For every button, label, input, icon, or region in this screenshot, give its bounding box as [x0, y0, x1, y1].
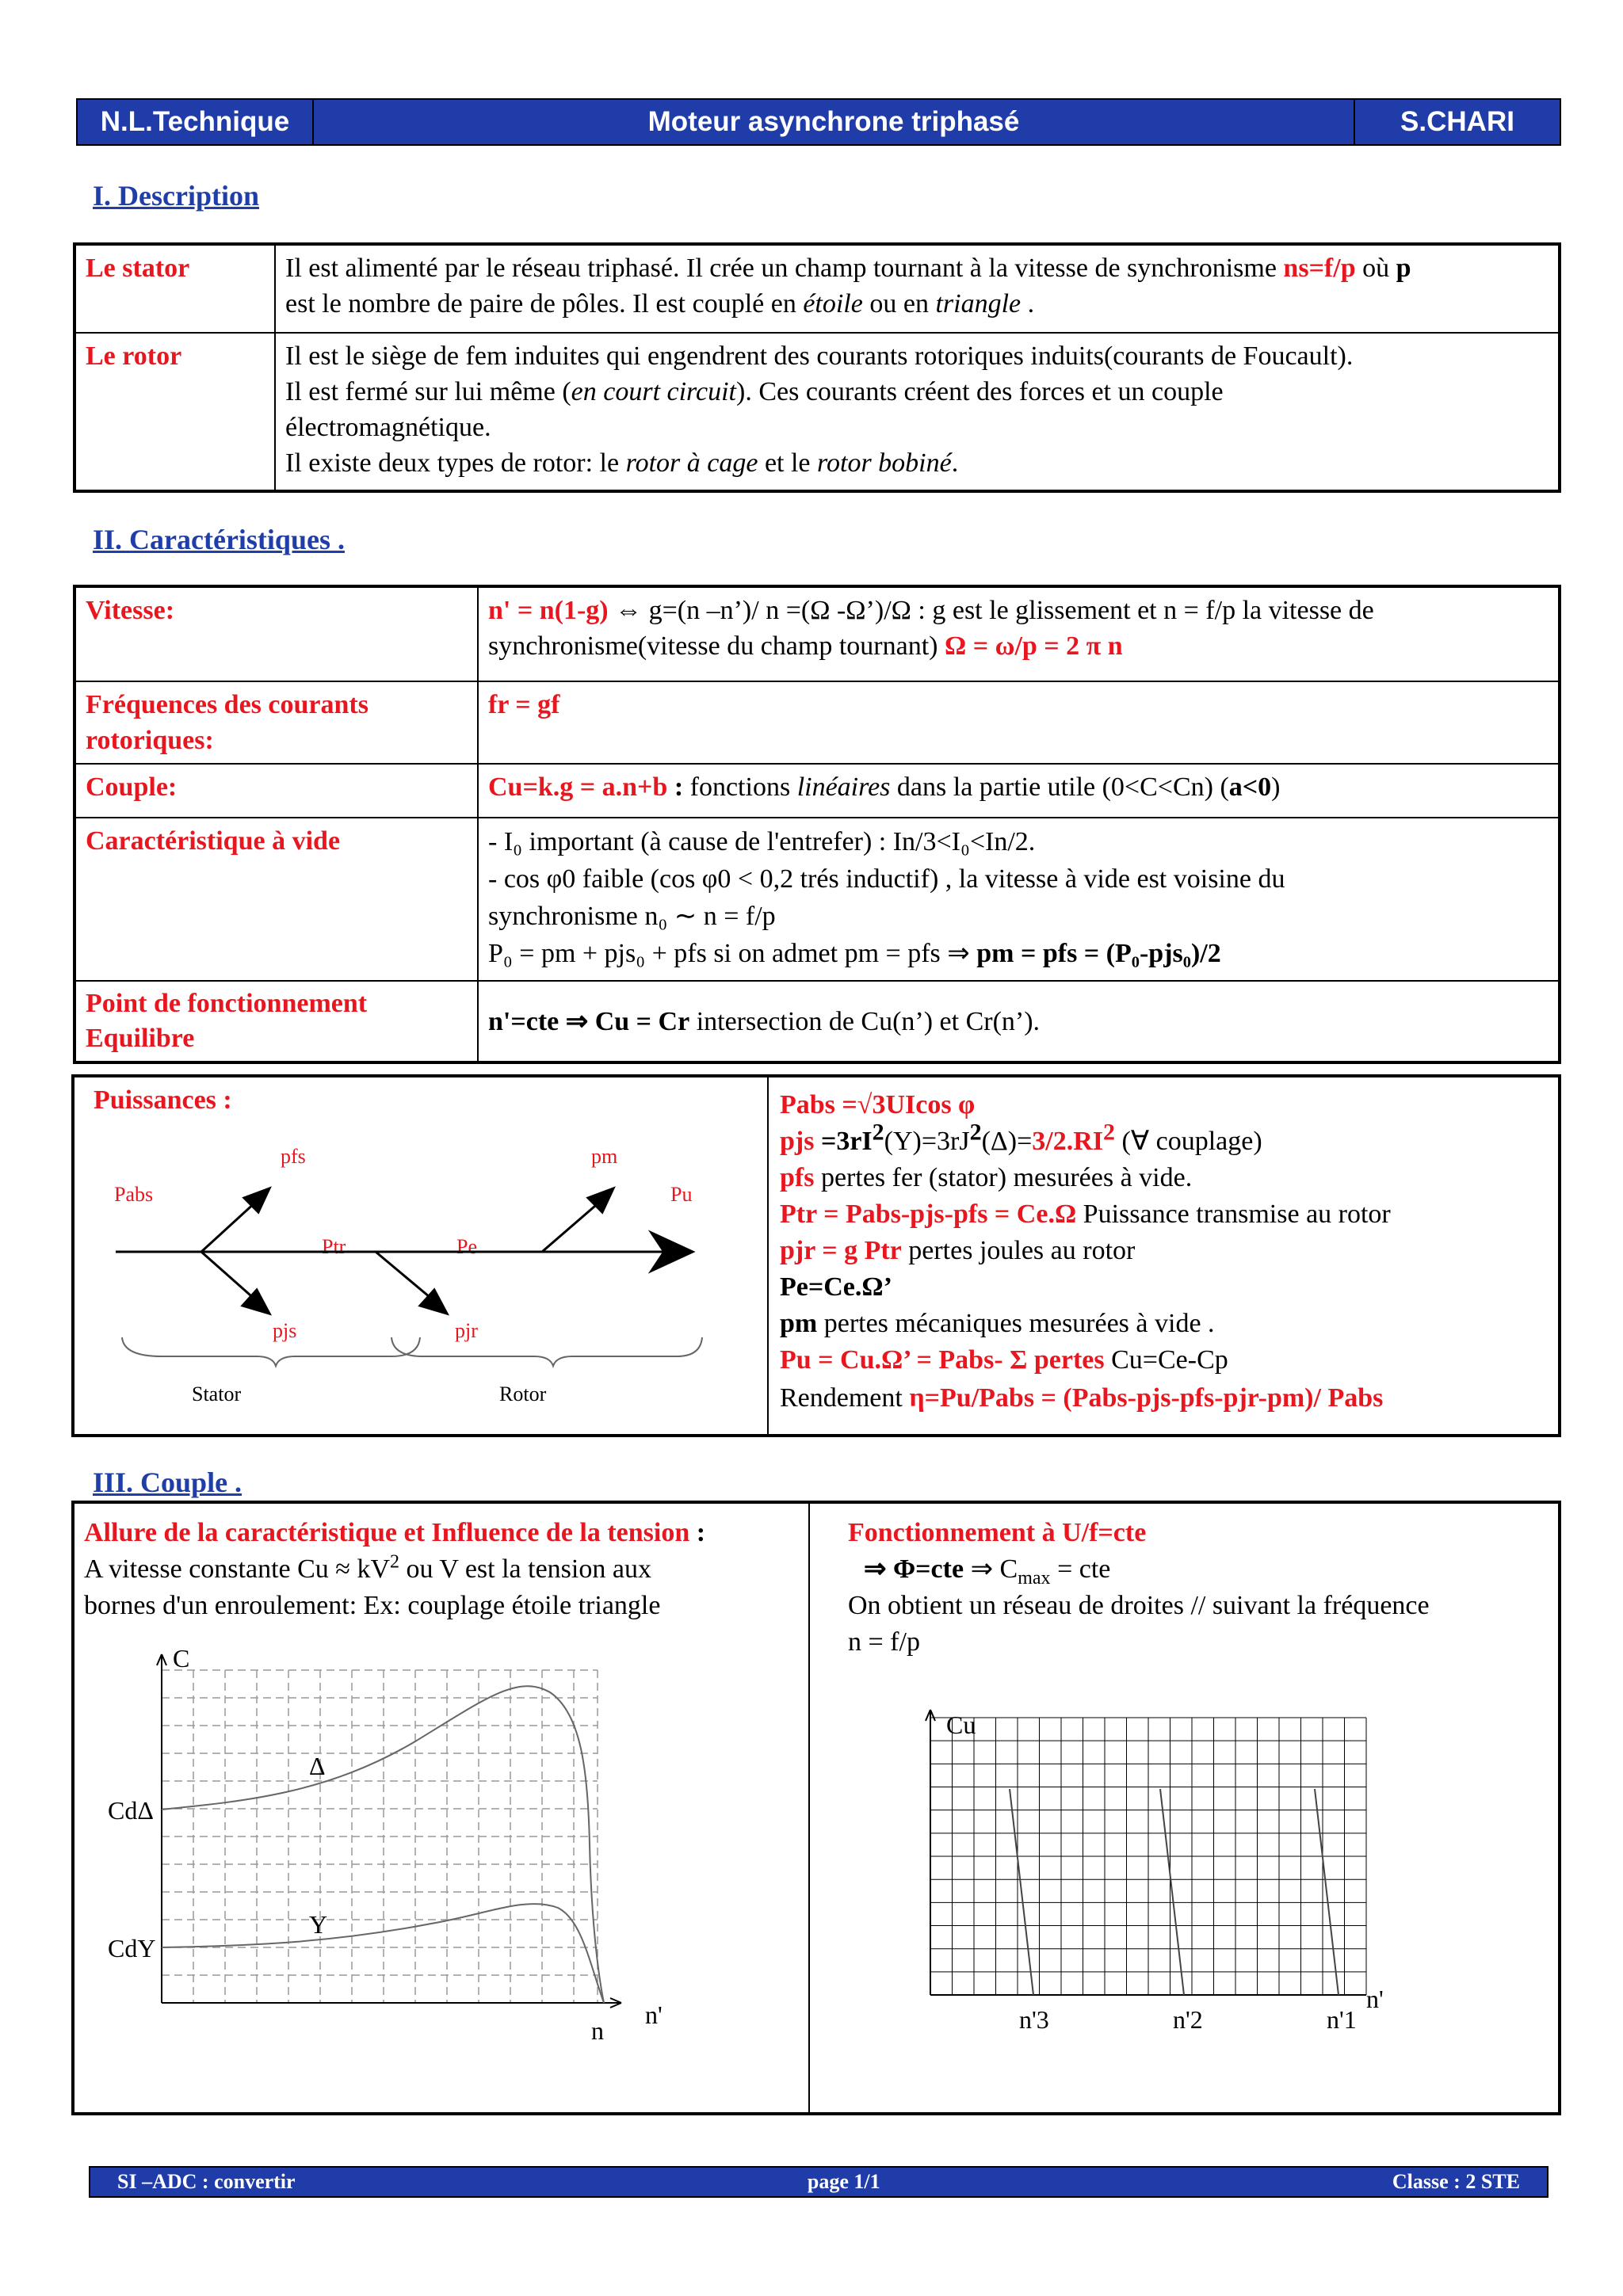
left-label-cd-delta: CdΔ — [108, 1796, 154, 1825]
right-label-nprime: n' — [1366, 1985, 1384, 2013]
left-label-n: n — [591, 2016, 604, 2045]
right-label-cu: Cu — [946, 1711, 976, 1739]
pfs-arrow — [201, 1201, 257, 1252]
label-ptr: Ptr — [322, 1235, 346, 1258]
frequences-value: fr = gf — [478, 681, 1560, 764]
couple-left-text: Allure de la caractéristique et Influence de la tension : A vitesse constante $Cu \approx kV^2$ ou V est la tension aux bornes d'un enroulement: Ex: couplage étoile triangle — [84, 1518, 706, 1620]
couple-right-text: Fonctionnement à U/f=cte ⇒ Φ=cte ⇒ $C_{max}$ = cte On obtient un réseau de droites // suivant la fréquence n = f/p — [848, 1518, 1430, 1657]
stator-label: Le stator — [74, 244, 275, 333]
left-label-y: Y — [309, 1910, 328, 1939]
label-pe: Pe — [456, 1235, 477, 1258]
power-flow-diagram — [74, 1125, 764, 1426]
label-pjs: pjs — [273, 1319, 297, 1342]
pm-arrow — [542, 1201, 601, 1252]
label-pu: Pu — [670, 1183, 693, 1206]
couple-box — [71, 1501, 1561, 2115]
label-stator: Stator — [192, 1383, 242, 1405]
line-n1 — [1315, 1789, 1338, 1995]
rotor-text: Il est le siège de fem induites qui engendrent des courants rotoriques induits(courants de Foucault). Il est fermé sur lui même (en court circuit). Ces courants créent des forces et un couple électromagnétique. Il existe deux types de rotor: le rotor à cage et le rotor bobiné. — [275, 333, 1560, 491]
label-rotor: Rotor — [499, 1383, 547, 1405]
left-label-delta: Δ — [309, 1752, 326, 1780]
puissances-formulas: Pabs =√3UIcos φ pjs $=3rI^2(Y)=3rJ^2(\Delta)=3/2.RI^2$ (∀ couplage) pfs pertes fer (stator) mesurées à vide. Ptr = Pabs-pjs-pfs = Ce.Ω Puissance transmise au rotor pjr = g Ptr pertes joules au rotor Pe=Ce.Ω’ pm pertes mécaniques mesurées à vide . Pu = Cu.Ω’ = Pabs- Σ pertes Cu=Ce-Cp Rendement η=Pu/Pabs = (Pabs-pjs-pfs-pjr-pm)/ Pabs — [780, 1090, 1391, 1413]
point-label: Point de fonctionnement Equilibre — [74, 981, 478, 1062]
label-pfs: pfs — [281, 1145, 306, 1168]
footer-left: SI –ADC : convertir — [117, 2170, 296, 2193]
frequences-label: Fréquences des courants rotoriques: — [74, 681, 478, 764]
header-left: N.L.Technique — [78, 100, 314, 144]
description-table — [73, 242, 1561, 493]
header-bar — [76, 98, 1561, 146]
vitesse-label: Vitesse: — [74, 586, 478, 681]
footer-page: page 1/1 — [807, 2170, 880, 2193]
left-label-c: C — [173, 1644, 190, 1672]
right-grid — [930, 1718, 1366, 1995]
curve-y — [162, 1904, 604, 2003]
footer-bar — [89, 2166, 1549, 2198]
stator-brace — [122, 1337, 420, 1366]
vide-text: - I₀ important (à cause de l'entrefer) : In/3<I₀<In/2. - cos φ0 faible (cos φ0 < 0,2 trés inductif) , la vitesse à vide est voisine du synchronisme n₀ ∼ n = f/p P₀ = pm + pjs₀ + pfs si on admet pm = pfs ⇒ pm = pfs = (P₀-pjs₀)/2 — [478, 818, 1560, 981]
vitesse-text: n' = n(1-g) ⇔ g=(n –n’)/ n =(Ω -Ω’)/Ω : g est le glissement et n = f/p la vitesse de synchronisme(vitesse du champ tournant) Ω = ω/p = 2 π n — [478, 586, 1560, 681]
couple-text: Cu=k.g = a.n+b : fonctions linéaires dans la partie utile (0<C<Cn) (a<0) — [478, 764, 1560, 818]
section-description-title: I. Description — [93, 180, 259, 212]
couple-tension-chart — [74, 1638, 804, 2114]
header-author: S.CHARI — [1400, 106, 1514, 137]
pjr-arrow — [376, 1252, 434, 1301]
line-n2 — [1160, 1789, 1184, 1995]
puissances-box — [71, 1074, 1561, 1437]
pjs-arrow — [201, 1252, 257, 1301]
curve-delta — [162, 1686, 604, 2003]
header-title: Moteur asynchrone triphasé — [314, 100, 1355, 144]
rotor-label: Le rotor — [74, 333, 275, 491]
label-pjr: pjr — [455, 1319, 478, 1342]
left-grid — [162, 1670, 598, 2003]
left-label-nprime: n' — [645, 2000, 663, 2029]
label-pabs: Pabs — [114, 1183, 154, 1206]
right-label-n2: n'2 — [1173, 2005, 1203, 2034]
right-label-n1: n'1 — [1327, 2005, 1357, 2034]
section-couple-title: III. Couple . — [93, 1466, 242, 1498]
right-label-n3: n'3 — [1019, 2005, 1049, 2034]
couple-divider — [808, 1504, 810, 2112]
line-n3 — [1010, 1789, 1033, 1995]
section-caracteristiques-title: II. Caractéristiques . — [93, 524, 345, 555]
footer-right: Classe : 2 STE — [1392, 2170, 1520, 2193]
vide-label: Caractéristique à vide — [74, 818, 478, 981]
puissances-divider — [767, 1077, 769, 1434]
couple-label: Couple: — [74, 764, 478, 818]
rotor-brace — [391, 1337, 702, 1366]
label-pm: pm — [591, 1145, 618, 1168]
puissances-title: Puissances : — [94, 1085, 232, 1115]
left-label-cd-y: CdY — [108, 1934, 156, 1962]
caracteristiques-table — [73, 585, 1561, 1064]
point-text: n'=cte ⇒ Cu = Cr intersection de Cu(n’) et Cr(n’). — [478, 981, 1560, 1062]
stator-text: Il est alimenté par le réseau triphasé. Il crée un champ tournant à la vitesse de synchronisme ns=f/p où p est le nombre de paire de pôles. Il est couplé en étoile ou en triangle . — [275, 244, 1560, 333]
couple-frequency-chart — [812, 1678, 1556, 2114]
